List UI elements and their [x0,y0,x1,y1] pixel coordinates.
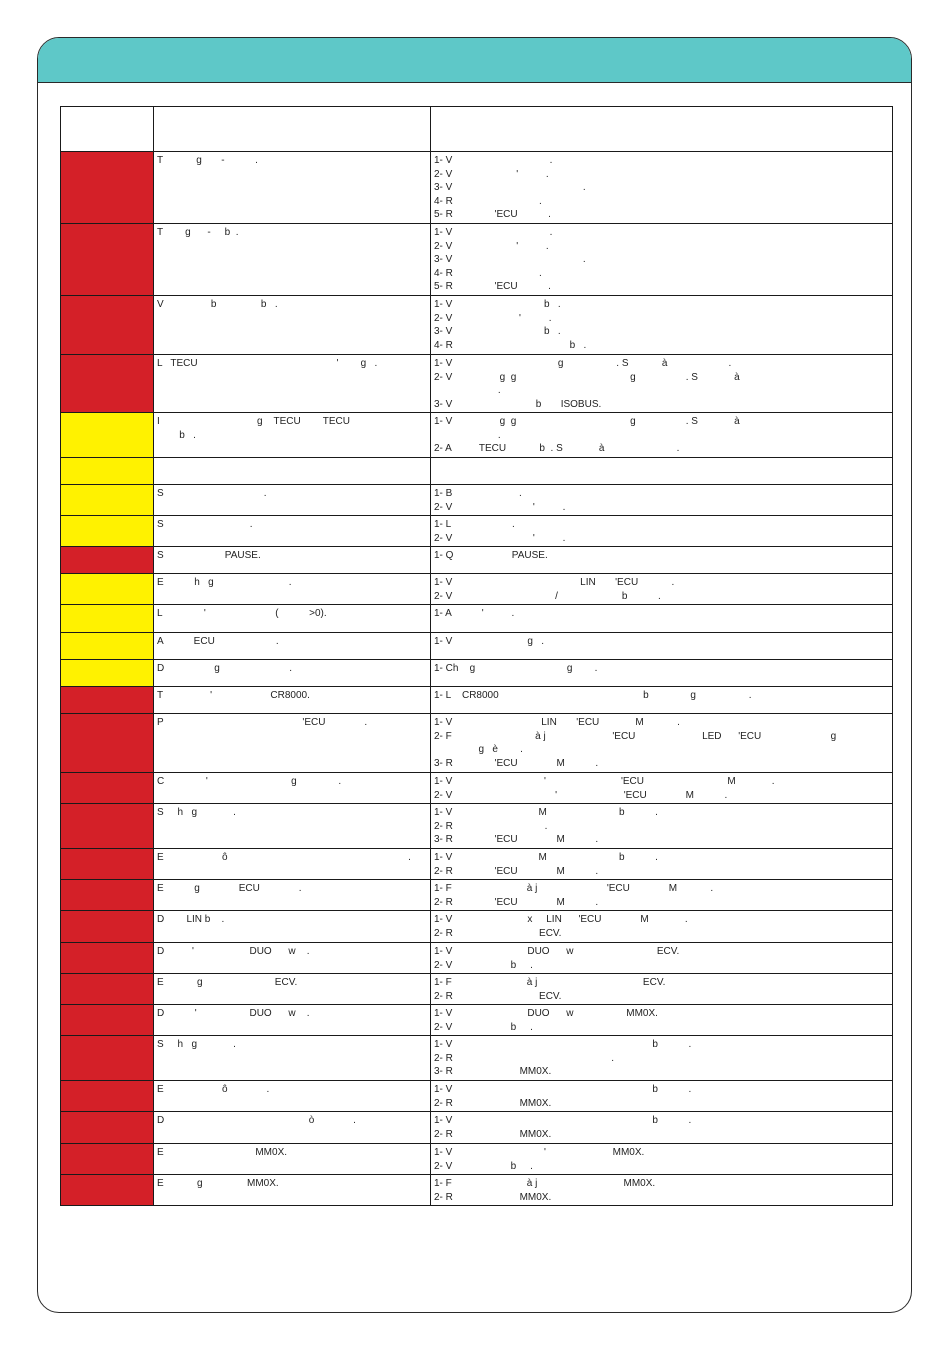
table-row [61,804,893,849]
severity-indicator-critical [61,880,154,911]
solution-steps [431,1081,893,1112]
error-description: C ' g . [154,773,431,804]
solution-step: 4- R . [434,267,542,279]
solution-step: 2- V ' . [434,532,566,544]
error-description: S PAUSE. [154,547,431,574]
solution-steps [431,1144,893,1175]
table-row [61,1144,893,1175]
solution-steps [431,660,893,687]
table-row [61,547,893,574]
solution-step: 1- V g . [434,636,545,647]
solution-step: 1- V ' MM0X. [434,1147,645,1158]
solution-step: 2- A TECU b . S à . [434,443,680,454]
severity-indicator-critical [61,714,154,773]
solution-steps [431,458,893,485]
solution-steps [431,605,893,633]
severity-indicator-critical [61,1144,154,1175]
error-description: T g - . [154,152,431,224]
solution-step: 4- R . [434,195,542,207]
error-description: D LIN b . [154,911,431,943]
severity-indicator-critical [61,849,154,880]
solution-step: 1- V M b . [434,852,658,863]
solution-step: 1- V M b . [434,807,658,818]
error-description: E ô . [154,1081,431,1112]
solution-step: 2- R MM0X. [434,1191,552,1203]
solution-step: 2- V g g g . S à [434,371,740,383]
solution-step: 3- V . [434,182,586,193]
solution-step: 1- L . [434,519,515,530]
solution-steps [431,911,893,943]
solution-step: 3- V b ISOBUS. [434,398,602,410]
solution-step: 1- A ' . [434,608,515,619]
solution-step: 2- V ' . [434,501,566,513]
error-description: E ô . [154,849,431,880]
solution-step: 1- V g g g . S à [434,416,740,427]
error-description [154,458,431,485]
error-description: E g MM0X. [154,1175,431,1206]
error-description: D ò . [154,1112,431,1144]
solution-step: 2- V / b . [434,590,661,602]
table-row [61,413,893,458]
solution-step: 2- V ' . [434,168,549,180]
solution-steps [431,849,893,880]
error-description: P 'ECU . [154,714,431,773]
severity-indicator-warning [61,633,154,660]
error-description: I g TECU TECU b . [154,413,431,458]
severity-indicator-critical [61,974,154,1005]
table-row [61,152,893,224]
solution-step: 1- F à j ECV. [434,977,666,988]
solution-step: 2- R 'ECU M . [434,896,599,908]
header-band [38,38,911,83]
severity-indicator-warning [61,660,154,687]
severity-indicator-warning [61,485,154,516]
table-row [61,943,893,974]
solution-step: 2- V ' . [434,312,552,324]
severity-indicator-warning [61,413,154,458]
solution-steps [431,547,893,574]
table-row [61,660,893,687]
solution-steps [431,974,893,1005]
table-row [61,1005,893,1036]
error-description: T g - b . [154,224,431,296]
error-description: L ' ( >0). [154,605,431,633]
solution-step: 2- V b . [434,959,533,971]
solution-step: 3- V . [434,254,586,265]
error-description: V b b . [154,296,431,355]
header-cell-severity [61,107,154,152]
error-description: S . [154,516,431,547]
solution-step: . [434,385,501,396]
solution-step: 1- V b . [434,1039,692,1050]
solution-step: 2- R . [434,1052,615,1064]
solution-step: 2- R ECV. [434,990,562,1002]
table-row [61,714,893,773]
table-row [61,633,893,660]
error-description: T ' CR8000. [154,687,431,714]
severity-indicator-critical [61,1081,154,1112]
solution-step: 1- B . [434,488,522,499]
solution-step: 3- R MM0X. [434,1066,552,1077]
error-description: S h g . [154,1036,431,1081]
severity-indicator-warning [61,605,154,633]
solution-steps [431,574,893,605]
severity-indicator-warning [61,516,154,547]
severity-indicator-critical [61,1175,154,1206]
solution-steps [431,880,893,911]
severity-indicator-critical [61,1036,154,1081]
solution-step: 5- R 'ECU . [434,281,551,292]
solution-steps [431,1112,893,1144]
solution-step: 1- V b . [434,1115,692,1126]
error-description: S h g . [154,804,431,849]
solution-step: 1- V . [434,155,553,166]
table-row [61,605,893,633]
severity-indicator-warning [61,574,154,605]
severity-indicator-critical [61,1112,154,1144]
solution-steps [431,224,893,296]
solution-step: 1- V LIN 'ECU . [434,577,675,588]
severity-indicator-critical [61,804,154,849]
table-row [61,1112,893,1144]
error-description: E h g . [154,574,431,605]
severity-indicator-critical [61,943,154,974]
solution-step: 1- V b . [434,1084,692,1095]
table-row [61,687,893,714]
table-row [61,911,893,943]
severity-indicator-critical [61,152,154,224]
solution-step: 2- V b . [434,1021,533,1033]
severity-indicator-critical [61,1005,154,1036]
solution-steps [431,687,893,714]
solution-steps [431,516,893,547]
solution-steps [431,804,893,849]
table-row [61,485,893,516]
solution-step: 4- R b . [434,339,587,351]
solution-step: 1- V ' 'ECU M . [434,776,775,787]
header-cell-description [154,107,431,152]
error-description: E MM0X. [154,1144,431,1175]
solution-step: 1- F à j MM0X. [434,1178,656,1189]
severity-indicator-critical [61,687,154,714]
solution-steps [431,1005,893,1036]
table-row [61,516,893,547]
table-row [61,849,893,880]
table-row [61,880,893,911]
table-row [61,1081,893,1112]
severity-indicator-critical [61,547,154,574]
solution-step: 1- L CR8000 b g . [434,690,752,701]
solution-step: 2- V b . [434,1160,533,1172]
solution-step: . [434,429,501,441]
error-description: D ' DUO w . [154,943,431,974]
solution-step: 3- V b . [434,326,561,337]
solution-step: 2- V ' . [434,240,549,252]
solution-step: 1- V LIN 'ECU M . [434,717,680,728]
solution-steps [431,773,893,804]
table-row [61,1175,893,1206]
error-description: D ' DUO w . [154,1005,431,1036]
table-row [61,1036,893,1081]
solution-step: g è . [434,744,523,755]
table-row [61,224,893,296]
solution-step: 1- V b . [434,299,561,310]
solution-step: 2- R . [434,820,548,832]
table-row [61,458,893,485]
solution-steps [431,152,893,224]
table-header-row [61,107,893,152]
solution-step: 2- F à j 'ECU LED 'ECU g [434,730,837,742]
table-row [61,574,893,605]
header-cell-solution [431,107,893,152]
solution-step: 1- V DUO w MM0X. [434,1008,658,1019]
solution-steps [431,296,893,355]
solution-steps [431,633,893,660]
table-row [61,974,893,1005]
solution-step: 3- R 'ECU M . [434,834,599,845]
solution-steps [431,1036,893,1081]
solution-step: 1- Q PAUSE. [434,550,548,561]
error-description: L TECU ' g . [154,355,431,413]
solution-step: 5- R 'ECU . [434,209,551,220]
error-description: S . [154,485,431,516]
severity-indicator-critical [61,911,154,943]
severity-indicator-critical [61,773,154,804]
solution-step: 1- Ch g g . [434,663,598,674]
troubleshooting-table [60,106,893,1206]
solution-step: 1- V x LIN 'ECU M . [434,914,688,925]
table-row [61,773,893,804]
error-description: E g ECV. [154,974,431,1005]
error-description: A ECU . [154,633,431,660]
solution-step: 2- R ECV. [434,927,562,939]
solution-step: 2- R MM0X. [434,1097,552,1109]
solution-step: 1- F à j 'ECU M . [434,883,714,894]
solution-steps [431,485,893,516]
severity-indicator-critical [61,296,154,355]
solution-steps [431,1175,893,1206]
solution-step: 2- V ' 'ECU M . [434,789,728,801]
solution-step: 1- V . [434,227,553,238]
table-row [61,355,893,413]
solution-step: 2- R 'ECU M . [434,865,599,877]
severity-indicator-warning [61,458,154,485]
solution-step: 3- R 'ECU M . [434,757,599,769]
severity-indicator-critical [61,224,154,296]
solution-step: 1- V DUO w ECV. [434,946,680,957]
error-description: E g ECU . [154,880,431,911]
solution-steps [431,714,893,773]
severity-indicator-critical [61,355,154,413]
table-row [61,296,893,355]
solution-steps [431,355,893,413]
solution-steps [431,943,893,974]
solution-step: 2- R MM0X. [434,1128,552,1140]
error-description: D g . [154,660,431,687]
solution-steps [431,413,893,458]
solution-step: 1- V g . S à . [434,358,732,369]
